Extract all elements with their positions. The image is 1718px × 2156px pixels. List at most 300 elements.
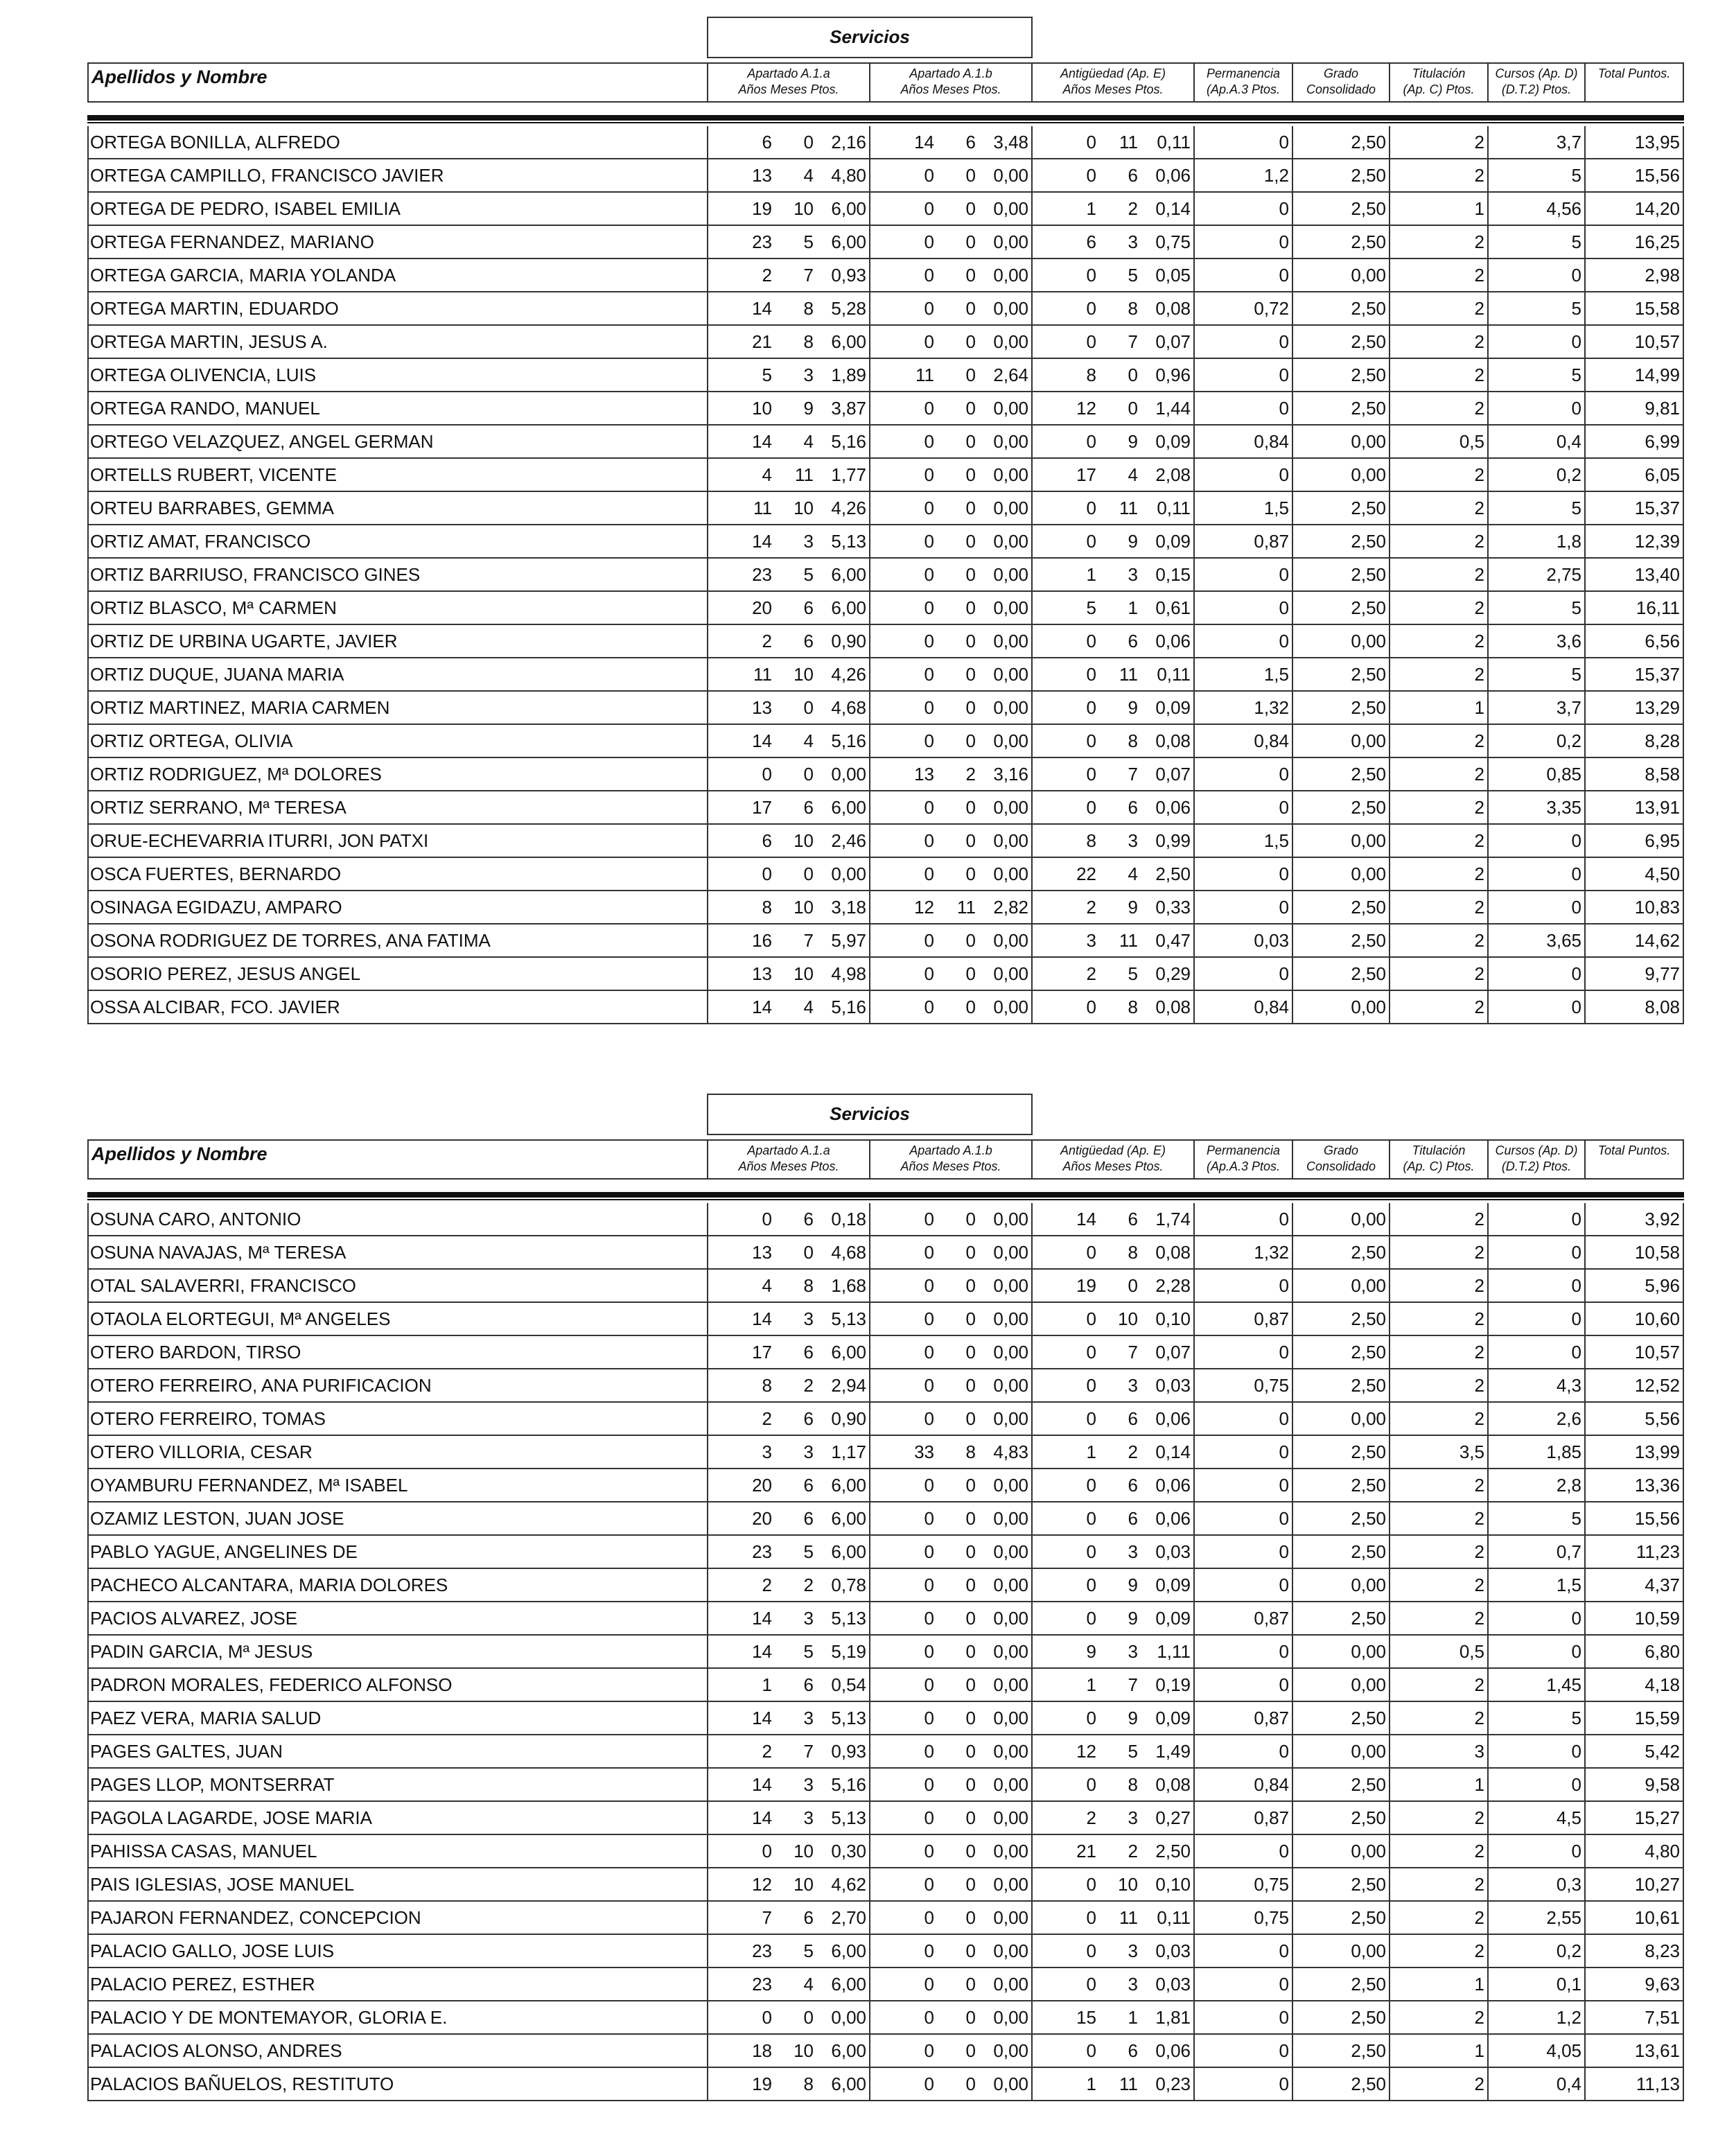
cell-antig-years: 0 (1086, 2040, 1096, 2061)
cell-titulacion: 1 (1390, 2035, 1489, 2067)
cell-antig-points: 0,08 (1141, 991, 1195, 1023)
table-row (89, 292, 1683, 326)
cell-antig-months: 8 (1128, 298, 1138, 319)
cell-a1a-years: 0 (762, 864, 772, 884)
cell-a1b-years: 0 (924, 1242, 934, 1263)
cell-antig-years: 2 (1086, 1807, 1096, 1828)
cell-antig-points: 0,96 (1141, 359, 1195, 391)
cell-a1a-points: 0,00 (816, 858, 870, 890)
cell-antig-months: 5 (1128, 265, 1138, 286)
cell-grado: 2,50 (1293, 1502, 1390, 1534)
header-a1b: Apartado A.1.b Años Meses Ptos. (870, 1141, 1033, 1178)
cell-total: 10,83 (1634, 897, 1680, 918)
cell-antig-years: 0 (1086, 664, 1096, 685)
table-row (89, 725, 1683, 758)
cell-a1a-years: 11 (753, 498, 772, 518)
cell-a1b-years: 0 (924, 1541, 934, 1562)
cell-titulacion: 2 (1390, 226, 1489, 258)
cell-antig-months: 11 (1119, 2074, 1138, 2094)
table-row (89, 492, 1683, 525)
cell-name: PACIOS ALVAREZ, JOSE (89, 1602, 708, 1634)
cell-a1b-points: 0,00 (979, 791, 1033, 823)
cell-a1b-months: 0 (965, 631, 976, 651)
cell-a1a-years: 6 (762, 132, 772, 152)
cell-name: PAIS IGLESIAS, JOSE MANUEL (89, 1868, 708, 1900)
cell-cursos: 0 (1489, 1236, 1586, 1268)
cell-a1b-months: 0 (965, 1708, 976, 1728)
cell-a1b-months: 2 (965, 764, 976, 785)
cell-antig-months: 10 (1118, 1874, 1138, 1895)
cell-a1b-months: 0 (965, 231, 976, 252)
cell-antig-months: 2 (1128, 1841, 1138, 1861)
cell-cursos: 0 (1489, 1835, 1586, 1867)
cell-titulacion: 1 (1390, 193, 1489, 225)
cell-a1a-months: 8 (803, 1275, 814, 1296)
cell-a1b-points: 0,00 (979, 1669, 1033, 1701)
cell-a1a-months: 10 (794, 830, 814, 851)
cell-a1a-months: 6 (803, 1342, 814, 1362)
cell-cursos: 0 (1489, 1203, 1586, 1235)
cell-antig-years: 8 (1086, 365, 1096, 385)
cell-a1a-points: 6,00 (816, 1536, 870, 1568)
cell-total: 6,05 (1645, 464, 1680, 485)
cell-antig-years: 8 (1086, 830, 1096, 851)
cell-a1a-years: 14 (752, 1708, 772, 1728)
cell-antig-months: 4 (1128, 864, 1138, 884)
cell-titulacion: 0,5 (1390, 1636, 1489, 1667)
cell-a1a-months: 10 (794, 963, 814, 984)
cell-total: 12,52 (1634, 1375, 1680, 1396)
cell-name: ORTIZ MARTINEZ, MARIA CARMEN (89, 692, 708, 724)
cell-a1b-years: 0 (924, 431, 934, 452)
cell-titulacion: 2 (1390, 1835, 1489, 1867)
cell-a1a-years: 13 (752, 697, 772, 718)
table-row (89, 2001, 1683, 2035)
cell-antig-months: 1 (1128, 2007, 1138, 2028)
cell-total: 3,92 (1645, 1209, 1680, 1229)
cell-antig-points: 0,14 (1141, 1436, 1195, 1468)
cell-name: ORTEGO VELAZQUEZ, ANGEL GERMAN (89, 426, 708, 457)
cell-titulacion: 2 (1390, 1236, 1489, 1268)
cell-permanencia: 0 (1195, 2035, 1293, 2067)
cell-a1b-points: 0,00 (979, 525, 1033, 557)
cell-a1a-months: 3 (803, 1708, 814, 1728)
table-row (89, 1602, 1683, 1636)
cell-a1a-years: 14 (752, 1308, 772, 1329)
cell-total: 2,98 (1645, 265, 1680, 286)
cell-permanencia: 0 (1195, 791, 1293, 823)
cell-permanencia: 0,87 (1195, 525, 1293, 557)
cell-a1b-points: 0,00 (979, 825, 1033, 857)
cell-cursos: 5 (1489, 1702, 1586, 1734)
cell-grado: 2,50 (1293, 1602, 1390, 1634)
cell-permanencia: 0 (1195, 2001, 1293, 2033)
cell-permanencia: 0,72 (1195, 292, 1293, 324)
cell-titulacion: 2 (1390, 1935, 1489, 1967)
cell-a1b-years: 0 (924, 2040, 934, 2061)
cell-a1b-years: 0 (924, 997, 934, 1017)
cell-antig-years: 2 (1086, 963, 1096, 984)
cell-name: ORTEGA BONILLA, ALFREDO (89, 126, 708, 158)
cell-total: 10,58 (1634, 1242, 1680, 1263)
cell-antig-points: 1,11 (1141, 1636, 1195, 1667)
cell-a1a-years: 20 (752, 1475, 772, 1496)
table-row (89, 592, 1683, 625)
cell-name: ORTIZ BARRIUSO, FRANCISCO GINES (89, 559, 708, 590)
cell-antig-years: 19 (1076, 1275, 1096, 1296)
cell-a1a-months: 5 (803, 1541, 814, 1562)
cell-cursos: 0,3 (1489, 1868, 1586, 1900)
cell-titulacion: 2 (1390, 1303, 1489, 1335)
cell-a1a-months: 3 (803, 1807, 814, 1828)
cell-name: OTERO BARDON, TIRSO (89, 1336, 708, 1368)
cell-total: 14,20 (1634, 198, 1680, 219)
cell-permanencia: 0 (1195, 1203, 1293, 1235)
cell-a1a-points: 0,78 (816, 1569, 870, 1601)
cell-a1b-months: 0 (965, 1275, 976, 1296)
cell-antig-points: 0,61 (1141, 592, 1195, 624)
table-row (89, 1270, 1683, 1303)
cell-cursos: 4,56 (1489, 193, 1586, 225)
cell-total: 8,28 (1645, 730, 1680, 751)
cell-titulacion: 3 (1390, 1735, 1489, 1767)
cell-permanencia: 1,32 (1195, 1236, 1293, 1268)
cell-total: 5,96 (1645, 1275, 1680, 1296)
cell-a1a-years: 23 (752, 231, 772, 252)
cell-a1a-points: 6,00 (816, 1502, 870, 1534)
cell-permanencia: 0,87 (1195, 1602, 1293, 1634)
cell-titulacion: 2 (1390, 991, 1489, 1023)
cell-antig-years: 12 (1076, 398, 1096, 419)
cell-antig-points: 0,99 (1141, 825, 1195, 857)
cell-a1a-months: 6 (803, 1408, 814, 1429)
cell-a1b-points: 4,83 (979, 1436, 1033, 1468)
cell-a1b-points: 0,00 (979, 625, 1033, 657)
cell-a1b-years: 0 (924, 498, 934, 518)
cell-a1a-points: 5,13 (816, 1303, 870, 1335)
cell-antig-years: 0 (1086, 531, 1096, 552)
cell-permanencia: 0 (1195, 1502, 1293, 1534)
cell-a1b-years: 0 (924, 198, 934, 219)
cell-total: 4,37 (1645, 1575, 1680, 1595)
cell-permanencia: 0,03 (1195, 924, 1293, 956)
cell-name: OTERO VILLORIA, CESAR (89, 1436, 708, 1468)
cell-grado: 0,00 (1293, 1403, 1390, 1435)
cell-a1a-points: 5,16 (816, 426, 870, 457)
cell-a1b-points: 0,00 (979, 858, 1033, 890)
cell-antig-points: 0,08 (1141, 292, 1195, 324)
cell-cursos: 5 (1489, 658, 1586, 690)
cell-antig-years: 0 (1086, 1475, 1096, 1496)
cell-antig-points: 0,29 (1141, 958, 1195, 990)
cell-antig-years: 0 (1086, 1508, 1096, 1529)
cell-a1b-points: 3,16 (979, 758, 1033, 790)
cell-a1b-years: 12 (914, 897, 934, 918)
cell-name: OSINAGA EGIDAZU, AMPARO (89, 891, 708, 923)
cell-antig-months: 8 (1128, 730, 1138, 751)
cell-a1a-years: 21 (752, 331, 772, 352)
cell-titulacion: 1 (1390, 1968, 1489, 2000)
cell-antig-years: 0 (1086, 764, 1096, 785)
cell-total: 13,36 (1634, 1475, 1680, 1496)
cell-grado: 2,50 (1293, 958, 1390, 990)
table-row (89, 1303, 1683, 1336)
cell-a1b-years: 0 (924, 864, 934, 884)
cell-a1b-points: 0,00 (979, 1369, 1033, 1401)
table-row (89, 1403, 1683, 1436)
cell-a1b-points: 0,00 (979, 1502, 1033, 1534)
cell-cursos: 0 (1489, 991, 1586, 1023)
cell-cursos: 1,8 (1489, 525, 1586, 557)
cell-grado: 2,50 (1293, 1469, 1390, 1501)
cell-a1a-points: 0,00 (816, 758, 870, 790)
cell-titulacion: 2 (1390, 459, 1489, 491)
cell-antig-years: 0 (1086, 1874, 1096, 1895)
cell-grado: 2,50 (1293, 592, 1390, 624)
cell-a1b-points: 0,00 (979, 1735, 1033, 1767)
cell-antig-points: 0,03 (1141, 1935, 1195, 1967)
cell-grado: 2,50 (1293, 891, 1390, 923)
cell-cursos: 0 (1489, 1636, 1586, 1667)
cell-permanencia: 0,87 (1195, 1702, 1293, 1734)
cell-cursos: 4,05 (1489, 2035, 1586, 2067)
cell-cursos: 0 (1489, 825, 1586, 857)
cell-a1b-months: 0 (965, 2074, 976, 2094)
cell-titulacion: 2 (1390, 525, 1489, 557)
cell-grado: 2,50 (1293, 193, 1390, 225)
cell-antig-points: 0,06 (1141, 625, 1195, 657)
cell-cursos: 2,55 (1489, 1902, 1586, 1934)
cell-total: 4,80 (1645, 1841, 1680, 1861)
cell-a1a-months: 10 (794, 897, 814, 918)
cell-total: 16,11 (1636, 597, 1680, 618)
cell-antig-years: 12 (1076, 1741, 1096, 1762)
table-row (89, 1735, 1683, 1769)
cell-a1a-months: 3 (803, 1608, 814, 1629)
cell-permanencia: 0 (1195, 359, 1293, 391)
cell-antig-months: 9 (1128, 897, 1138, 918)
cell-a1a-years: 4 (762, 1275, 772, 1296)
cell-a1a-months: 5 (803, 1940, 814, 1961)
table-row (89, 1868, 1683, 1902)
cell-permanencia: 0 (1195, 1403, 1293, 1435)
cell-titulacion: 2 (1390, 658, 1489, 690)
cell-name: PAJARON FERNANDEZ, CONCEPCION (89, 1902, 708, 1934)
cell-total: 10,60 (1634, 1308, 1680, 1329)
cell-a1a-points: 0,30 (816, 1835, 870, 1867)
cell-a1a-months: 5 (803, 564, 814, 585)
cell-cursos: 0 (1489, 1602, 1586, 1634)
cell-a1b-points: 0,00 (979, 392, 1033, 424)
table-body (87, 126, 1684, 1024)
cell-titulacion: 2 (1390, 1536, 1489, 1568)
cell-cursos: 0 (1489, 392, 1586, 424)
cell-a1b-points: 0,00 (979, 1336, 1033, 1368)
cell-titulacion: 2 (1390, 858, 1489, 890)
cell-permanencia: 0,75 (1195, 1902, 1293, 1934)
cell-antig-years: 0 (1086, 1974, 1096, 1995)
cell-a1a-points: 1,68 (816, 1270, 870, 1302)
cell-grado: 0,00 (1293, 459, 1390, 491)
cell-a1a-points: 5,13 (816, 1602, 870, 1634)
cell-a1a-months: 5 (803, 1641, 814, 1662)
cell-name: ORTIZ AMAT, FRANCISCO (89, 525, 708, 557)
cell-titulacion: 1 (1390, 1769, 1489, 1800)
cell-permanencia: 0 (1195, 1469, 1293, 1501)
cell-antig-months: 11 (1119, 1907, 1138, 1928)
cell-cursos: 4,3 (1489, 1369, 1586, 1401)
cell-a1b-years: 0 (924, 231, 934, 252)
cell-total: 15,27 (1634, 1807, 1680, 1828)
cell-permanencia: 0 (1195, 625, 1293, 657)
cell-name: PALACIO PEREZ, ESTHER (89, 1968, 708, 2000)
cell-total: 6,99 (1645, 431, 1680, 452)
cell-a1a-months: 10 (794, 2040, 814, 2061)
cell-grado: 2,50 (1293, 1336, 1390, 1368)
cell-grado: 2,50 (1293, 1702, 1390, 1734)
cell-cursos: 0 (1489, 958, 1586, 990)
cell-a1b-years: 13 (914, 764, 934, 785)
cell-name: ORUE-ECHEVARRIA ITURRI, JON PATXI (89, 825, 708, 857)
table-row (89, 1536, 1683, 1569)
cell-a1a-years: 17 (752, 1342, 772, 1362)
cell-antig-points: 0,09 (1141, 1602, 1195, 1634)
cell-a1b-years: 0 (924, 597, 934, 618)
cell-a1a-years: 23 (752, 1541, 772, 1562)
cell-a1b-years: 0 (924, 830, 934, 851)
cell-name: ORTIZ SERRANO, Mª TERESA (89, 791, 708, 823)
cell-antig-months: 6 (1128, 1209, 1138, 1229)
cell-name: ORTEU BARRABES, GEMMA (89, 492, 708, 524)
cell-cursos: 5 (1489, 492, 1586, 524)
cell-titulacion: 2 (1390, 625, 1489, 657)
cell-a1a-points: 5,97 (816, 924, 870, 956)
cell-permanencia: 0,84 (1195, 725, 1293, 757)
cell-a1a-months: 6 (803, 1508, 814, 1529)
cell-cursos: 0 (1489, 1270, 1586, 1302)
cell-grado: 0,00 (1293, 1669, 1390, 1701)
cell-name: PALACIO GALLO, JOSE LUIS (89, 1935, 708, 1967)
cell-name: ORTIZ ORTEGA, OLIVIA (89, 725, 708, 757)
cell-a1b-points: 0,00 (979, 1868, 1033, 1900)
cell-name: OTERO FERREIRO, ANA PURIFICACION (89, 1369, 708, 1401)
cell-a1b-years: 0 (924, 331, 934, 352)
cell-cursos: 3,7 (1489, 692, 1586, 724)
cell-antig-points: 0,15 (1141, 559, 1195, 590)
cell-total: 10,57 (1634, 331, 1680, 352)
cell-a1a-years: 14 (752, 298, 772, 319)
cell-a1a-years: 14 (752, 1774, 772, 1795)
cell-cursos: 0 (1489, 1735, 1586, 1767)
cell-a1b-months: 0 (965, 298, 976, 319)
cell-titulacion: 2 (1390, 958, 1489, 990)
cell-grado: 2,50 (1293, 658, 1390, 690)
cell-titulacion: 2 (1390, 1336, 1489, 1368)
cell-a1b-months: 0 (965, 1741, 976, 1762)
table-row (89, 1203, 1683, 1236)
cell-a1b-points: 0,00 (979, 226, 1033, 258)
cell-a1b-months: 11 (957, 897, 976, 918)
cell-antig-years: 0 (1086, 1774, 1096, 1795)
cell-antig-points: 0,11 (1141, 126, 1195, 158)
cell-cursos: 5 (1489, 292, 1586, 324)
cell-total: 5,42 (1645, 1741, 1680, 1762)
cell-name: OTAOLA ELORTEGUI, Mª ANGELES (89, 1303, 708, 1335)
cell-antig-months: 6 (1128, 2040, 1138, 2061)
cell-antig-months: 1 (1128, 597, 1138, 618)
cell-total: 12,39 (1634, 531, 1680, 552)
cell-titulacion: 2 (1390, 259, 1489, 291)
cell-antig-months: 9 (1128, 1608, 1138, 1629)
cell-a1b-months: 0 (965, 464, 976, 485)
cell-antig-years: 1 (1086, 2074, 1096, 2094)
cell-a1b-points: 0,00 (979, 1469, 1033, 1501)
cell-permanencia: 1,5 (1195, 825, 1293, 857)
cell-a1a-points: 6,00 (816, 559, 870, 590)
cell-a1b-points: 3,48 (979, 126, 1033, 158)
cell-antig-years: 22 (1076, 864, 1096, 884)
cell-antig-years: 0 (1086, 498, 1096, 518)
cell-antig-months: 9 (1128, 697, 1138, 718)
cell-a1b-points: 2,64 (979, 359, 1033, 391)
cell-antig-months: 3 (1128, 1807, 1138, 1828)
cell-permanencia: 0 (1195, 891, 1293, 923)
cell-titulacion: 2 (1390, 1868, 1489, 1900)
cell-a1b-years: 0 (924, 564, 934, 585)
cell-titulacion: 2 (1390, 1469, 1489, 1501)
cell-a1a-months: 6 (803, 1674, 814, 1695)
cell-antig-months: 3 (1128, 1940, 1138, 1961)
cell-a1b-years: 0 (924, 1874, 934, 1895)
header-antiguedad: Antigüedad (Ap. E) Años Meses Ptos. (1033, 1141, 1195, 1178)
cell-cursos: 0,2 (1489, 459, 1586, 491)
cell-a1a-months: 3 (803, 365, 814, 385)
header-permanencia: Permanencia (Ap.A.3 Ptos. (1195, 64, 1293, 101)
cell-cursos: 0,4 (1489, 2068, 1586, 2100)
cell-name: OSUNA CARO, ANTONIO (89, 1203, 708, 1235)
table-row (89, 559, 1683, 592)
cell-titulacion: 2 (1390, 559, 1489, 590)
cell-a1b-months: 0 (965, 498, 976, 518)
cell-a1a-points: 6,00 (816, 1935, 870, 1967)
table-row (89, 193, 1683, 226)
cell-antig-months: 5 (1128, 963, 1138, 984)
cell-a1a-years: 18 (752, 2040, 772, 2061)
cell-total: 6,95 (1645, 830, 1680, 851)
cell-a1a-points: 4,80 (816, 159, 870, 191)
cell-antig-years: 0 (1086, 1907, 1096, 1928)
cell-antig-points: 0,33 (1141, 891, 1195, 923)
cell-permanencia: 0 (1195, 392, 1293, 424)
cell-grado: 2,50 (1293, 1868, 1390, 1900)
cell-a1a-months: 11 (795, 464, 814, 485)
cell-antig-years: 0 (1086, 1308, 1096, 1329)
cell-a1b-years: 0 (924, 1907, 934, 1928)
cell-a1a-months: 10 (794, 198, 814, 219)
cell-antig-months: 8 (1128, 1242, 1138, 1263)
cell-antig-points: 0,03 (1141, 1536, 1195, 1568)
cell-cursos: 2,6 (1489, 1403, 1586, 1435)
cell-cursos: 5 (1489, 226, 1586, 258)
cell-antig-points: 2,50 (1141, 858, 1195, 890)
cell-grado: 2,50 (1293, 758, 1390, 790)
cell-a1a-points: 4,98 (816, 958, 870, 990)
cell-a1b-months: 0 (965, 431, 976, 452)
cell-antig-years: 1 (1086, 1674, 1096, 1695)
cell-total: 11,13 (1636, 2074, 1680, 2094)
table-row (89, 326, 1683, 359)
cell-name: ORTEGA DE PEDRO, ISABEL EMILIA (89, 193, 708, 225)
